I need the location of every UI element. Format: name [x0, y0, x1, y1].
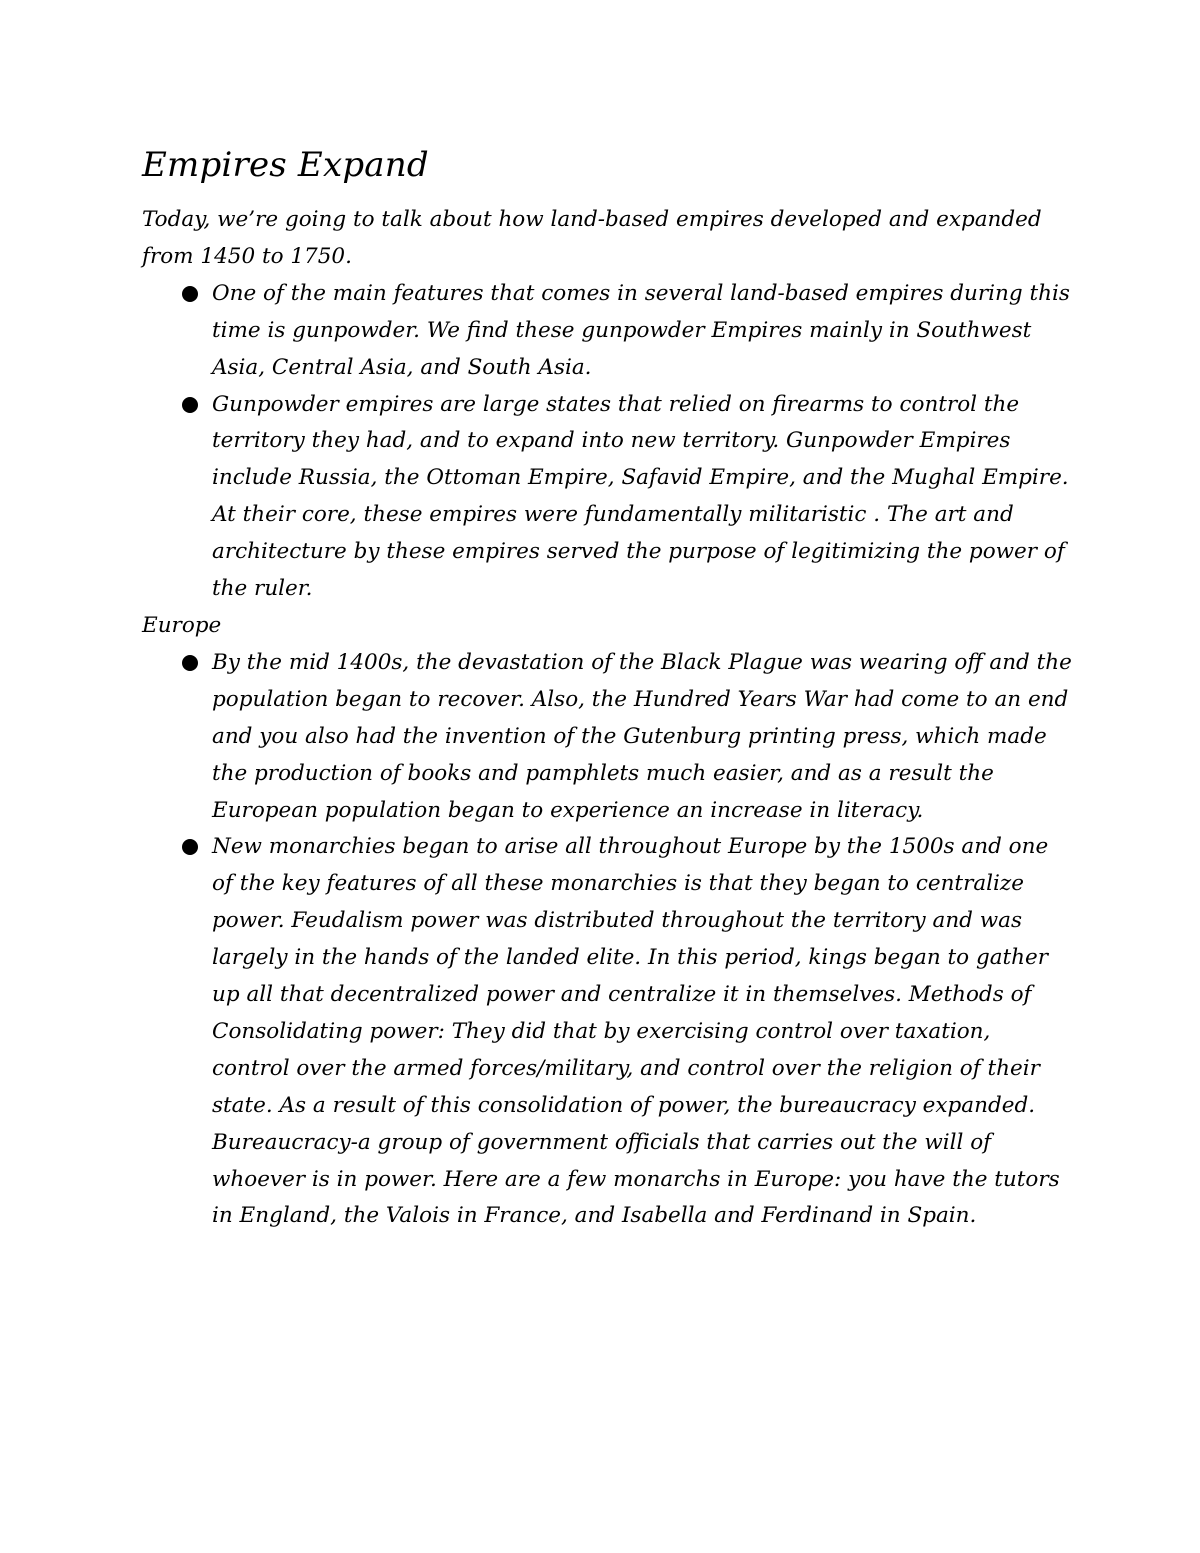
document-body [142, 140, 1072, 1235]
list-item-text: One of the main features that comes in several land-based empires during this time is gunpowder. We find these gunpowder Empires mainly in Southwest Asia, Central Asia, and South Asia. [212, 280, 1070, 380]
gunpowder-bullet-list [142, 276, 1072, 608]
bullet-icon [182, 839, 198, 855]
europe-bullet-list [142, 645, 1072, 1236]
bullet-icon [182, 397, 198, 413]
bullet-icon [182, 286, 198, 302]
intro-paragraph: Today, we’re going to talk about how land-based empires developed and expanded from 1450 to 1750. [142, 207, 1042, 269]
list-item-text: Gunpowder empires are large states that relied on firearms to control the territory they had, and to expand into new territory. Gunpowder Empires include Russia, the Ottoman Empire, Safavid Empire, and the Mughal Empire. At their core, these empires were fundamentally militaristic . The art and architecture by these empires served the purpose of legitimizing the power of the ruler. [212, 391, 1069, 602]
list-item [212, 645, 1072, 830]
list-item [212, 276, 1072, 387]
list-item [212, 829, 1072, 1235]
list-item-text: New monarchies began to arise all throughout Europe by the 1500s and one of the key features of all these monarchies is that they began to centralize power. Feudalism power was distributed throughout the territory and was largely in the hands of the landed elite. In this period, kings began to gather up all that decentralized power and centralize it in themselves. Methods of Consolidating power: They did that by exercising control over taxation, control over the armed forces/military, and control over the religion of their state. As a result of this consolidation of power, the bureaucracy expanded. Bureaucracy-a group of government officials that carries out the will of whoever is in power. Here are a few monarchs in Europe: you have the tutors in England, the Valois in France, and Isabella and Ferdinand in Spain. [212, 834, 1060, 1229]
list-item [212, 387, 1072, 608]
list-item-text: By the mid 1400s, the devastation of the Black Plague was wearing off and the population began to recover. Also, the Hundred Years War had come to an end and you also had the invention of the Gutenburg printing press, which made the production of books and pamphlets much easier, and as a result the European population began to experience an increase in literacy. [212, 649, 1072, 823]
bullet-icon [182, 655, 198, 671]
document-title: Empires Expand [142, 145, 429, 185]
europe-heading: Europe [142, 612, 222, 638]
